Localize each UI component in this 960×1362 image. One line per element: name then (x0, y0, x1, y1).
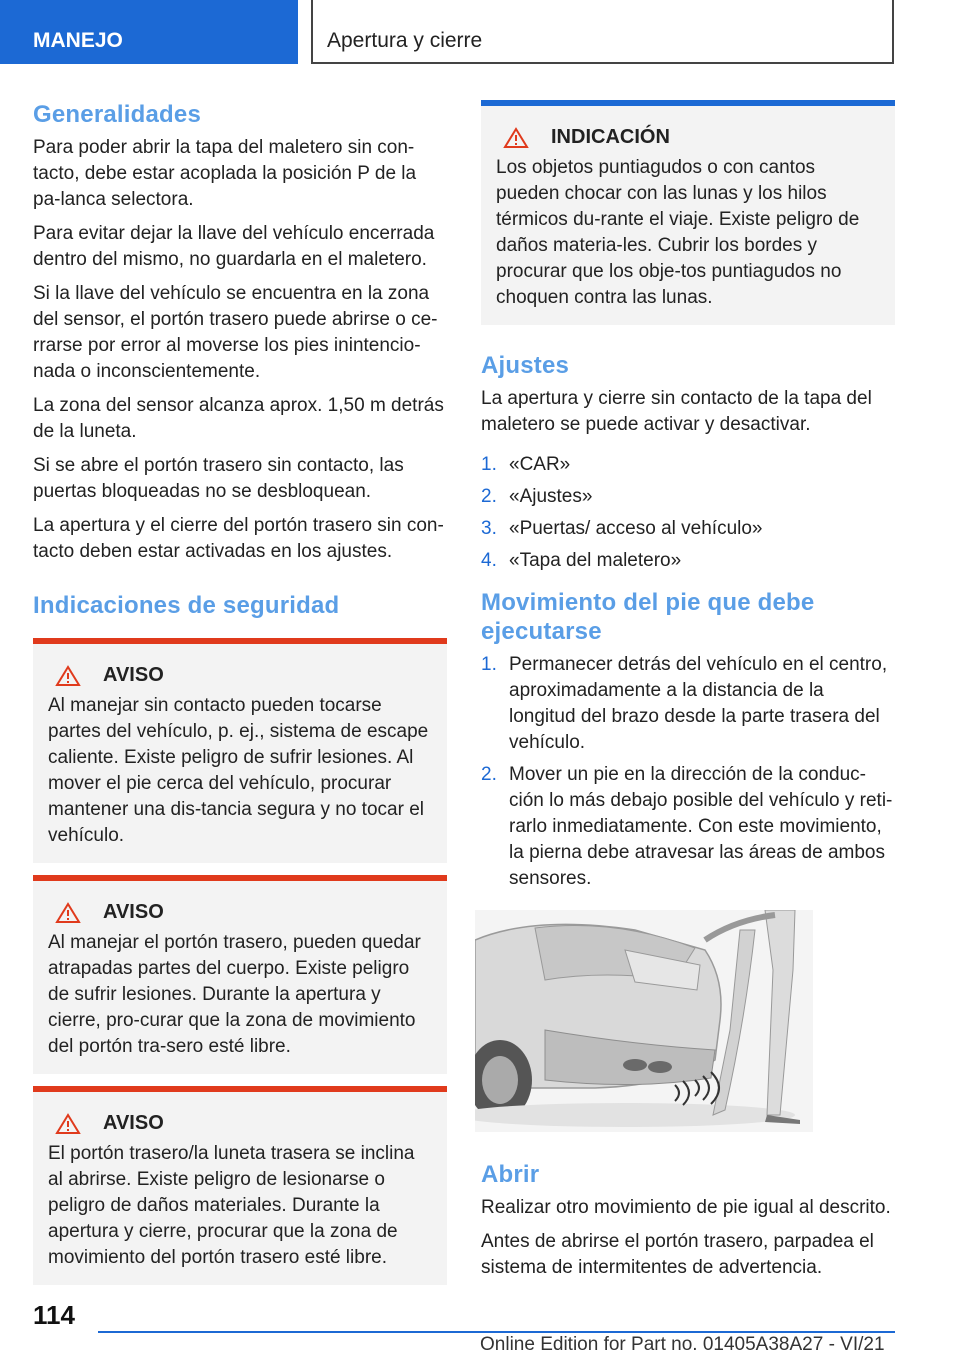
paragraph: Antes de abrirse el portón trasero, parpadea el sistema de intermitentes de advertencia. (481, 1231, 874, 1278)
abrir-heading: Abrir (481, 1161, 540, 1188)
ajustes-steps (481, 452, 895, 574)
paragraph: Si la llave del vehículo se encuentra en la zona del sensor, el portón trasero puede abrirse o ce-rrarse por error al moverse los pies inintencio-nada o inconscientemente. (33, 283, 438, 382)
list-item (481, 548, 895, 574)
step-number: 1. (481, 454, 497, 475)
ajustes-heading: Ajustes (481, 352, 570, 379)
paragraph: Para evitar dejar la llave del vehículo encerrada dentro del mismo, no guardarla en el maletero. (33, 223, 435, 270)
page-number: 114 (33, 1300, 75, 1330)
note-text: Los objetos puntiagudos o con cantos pueden chocar con las lunas y los hilos térmicos du-rante el viaje. Existe peligro de daños materia-les. Cubrir los bordes y procurar que los obje-tos puntiagudos no choquen contra las lunas. (496, 157, 860, 308)
list-item (481, 762, 895, 892)
step-text: Permanecer detrás del vehículo en el centro, aproximadamente a la distancia de la longitud del brazo desde la parte trasera del vehículo. (509, 654, 888, 753)
warning-title (55, 901, 433, 924)
step-text: «Tapa del maletero» (509, 550, 682, 571)
warning-text: El portón trasero/la luneta trasera se inclina al abrirse. Existe peligro de lesionarse o peligro de daños materiales. Durante la apertura y cierre, procurar que la zona de movimiento del portón trasero esté libre. (48, 1143, 415, 1268)
warning-label: AVISO (103, 1112, 164, 1134)
footer-divider (98, 1331, 895, 1333)
warning-triangle-icon (55, 902, 81, 924)
warning-title (55, 664, 433, 687)
section-header (311, 0, 894, 64)
section-label: Apertura y cierre (327, 29, 483, 52)
car-rear-foot-sensor-image (475, 910, 813, 1132)
step-number: 4. (481, 550, 497, 571)
warning-text: Al manejar el portón trasero, pueden quedar atrapadas partes del cuerpo. Existe peligro de sufrir lesiones. Durante la apertura y cierre, pro-curar que la zona de movimiento del portón tra-sero esté libre. (48, 932, 421, 1057)
chapter-label: MANEJO (33, 29, 123, 52)
left-column (33, 100, 447, 1285)
kick-sensor-illustration (475, 910, 813, 1132)
note-box (481, 100, 895, 325)
paragraph: La zona del sensor alcanza aprox. 1,50 m detrás de la luneta. (33, 395, 444, 442)
warning-text: Al manejar sin contacto pueden tocarse partes del vehículo, p. ej., sistema de escape caliente. Existe peligro de sufrir lesiones. Al mover el pie cerca del vehículo, procurar mantener una dis-tancia segura y no tocar el vehículo. (48, 695, 429, 846)
seguridad-heading: Indicaciones de seguridad (33, 592, 340, 619)
step-number: 2. (481, 764, 497, 785)
warning-triangle-icon (55, 1113, 81, 1135)
list-item (481, 516, 895, 542)
step-number: 2. (481, 486, 497, 507)
step-text: Mover un pie en la dirección de la conduc-ción lo más debajo posible del vehículo y reti-rarlo inmediatamente. Con este movimiento, la pierna debe atravesar las áreas de ambos sensores. (509, 764, 893, 889)
step-number: 3. (481, 518, 497, 539)
list-item (481, 652, 895, 756)
footer-edition: Online Edition for Part no. 01405A38A27 - VI/21 (480, 1334, 885, 1355)
note-title (503, 126, 881, 149)
warning-label: AVISO (103, 664, 164, 686)
step-text: «Ajustes» (509, 486, 593, 507)
warning-box (33, 875, 447, 1074)
paragraph: La apertura y el cierre del portón trasero sin con-tacto deben estar activadas en los ajustes. (33, 515, 444, 562)
right-column (481, 100, 895, 1289)
step-text: «CAR» (509, 454, 571, 475)
list-item (481, 452, 895, 478)
warning-triangle-icon (55, 665, 81, 687)
chapter-tab (0, 0, 298, 64)
warning-label: AVISO (103, 901, 164, 923)
ajustes-intro: La apertura y cierre sin contacto de la tapa del maletero se puede activar y desactivar. (481, 388, 872, 435)
note-label: INDICACIÓN (551, 126, 670, 148)
list-item (481, 484, 895, 510)
warning-title (55, 1112, 433, 1135)
warning-box (33, 1086, 447, 1285)
warning-triangle-icon (503, 127, 529, 149)
paragraph: Si se abre el portón trasero sin contacto, las puertas bloqueadas no se desbloquean. (33, 455, 404, 502)
warning-box (33, 638, 447, 863)
generalidades-heading: Generalidades (33, 101, 202, 128)
paragraph: Para poder abrir la tapa del maletero sin con-tacto, debe estar acoplada la posición P de la pa-lanca selectora. (33, 137, 417, 210)
movimiento-heading: Movimiento del pie que debe ejecutarse (481, 589, 815, 645)
step-number: 1. (481, 654, 497, 675)
movimiento-steps (481, 652, 895, 892)
step-text: «Puertas/ acceso al vehículo» (509, 518, 763, 539)
paragraph: Realizar otro movimiento de pie igual al descrito. (481, 1197, 891, 1218)
